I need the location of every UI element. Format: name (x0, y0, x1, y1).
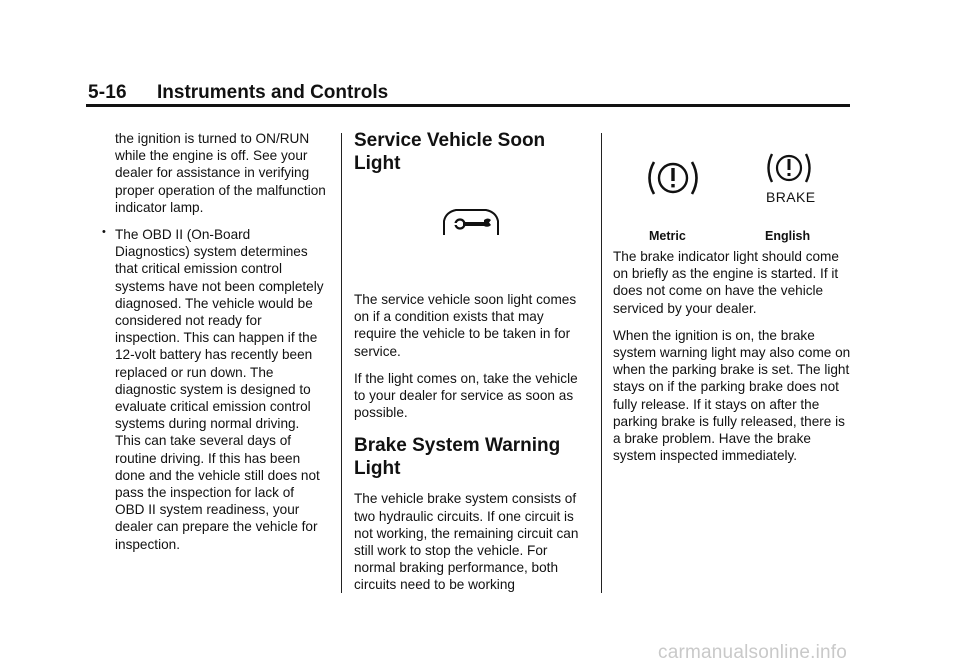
service-paragraph-1: The service vehicle soon light comes on if a condition exists that may require the vehicle to be taken in for service. (354, 292, 577, 359)
brake-system-heading: Brake System Warning Light (354, 435, 561, 479)
brake-indicator-paragraph-2: When the ignition is on, the brake system warning light may also come on when the parking brake is set. The light stays on if the parking brake does not fully release. If it stays on after the parking brake is fully released, there is a brake problem. Have the brake system inspected immediately. (613, 327, 851, 464)
service-light-heading: Service Vehicle Soon Light (354, 130, 546, 174)
brake-system-paragraph: The vehicle brake system consists of two hydraulic circuits. If one circuit is not working, the remaining circuit can still work to stop the vehicle. For normal braking performance, both circuits need to be working (354, 491, 579, 593)
column-divider-2 (601, 133, 602, 593)
column-left (102, 130, 327, 563)
column-divider-1 (341, 133, 342, 593)
bullet-item-obd (102, 226, 327, 553)
bullet-icon: • (102, 226, 106, 239)
brake-indicator-paragraph-1: The brake indicator light should come on briefly as the engine is started. If it does not come on have the vehicle serviced by your dealer. (613, 249, 839, 316)
brake-warning-english-icon (764, 148, 814, 188)
service-paragraph-2: If the light comes on, take the vehicle to your dealer for service as soon as possible. (354, 370, 578, 421)
wrench-in-car-icon (440, 205, 502, 239)
watermark: carmanualsonline.info (658, 642, 848, 663)
column-middle (354, 130, 588, 604)
header-rule (86, 104, 850, 107)
caption-metric: Metric (649, 229, 686, 243)
continued-paragraph: the ignition is turned to ON/RUN while the engine is off. See your dealer for assistance in verifying proper operation of the malfunction indicator lamp. (115, 131, 326, 215)
page-header (86, 80, 850, 106)
page-number: 5-16 (88, 82, 127, 103)
service-icon-area (354, 185, 588, 291)
caption-english: English (765, 229, 811, 243)
brake-icon-label: BRAKE (766, 189, 816, 205)
brake-icons-row (613, 130, 853, 248)
column-right (613, 130, 853, 474)
bullet-text: The OBD II (On-Board Diagnostics) system determines that critical emission control systems have not been completely diagnosed. The vehicle would be considered not ready for inspection. This can happen if the 12-volt battery has recently been replaced or run down. The diagnostic system is designed to evaluate critical emission control systems during normal driving. This can take several days of routine driving. If this has been done and the vehicle still does not pass the inspection for lack of OBD II system readiness, your dealer can prepare the vehicle for inspection. (115, 227, 324, 552)
brake-warning-metric-icon (645, 156, 701, 200)
section-title: Instruments and Controls (157, 82, 389, 103)
